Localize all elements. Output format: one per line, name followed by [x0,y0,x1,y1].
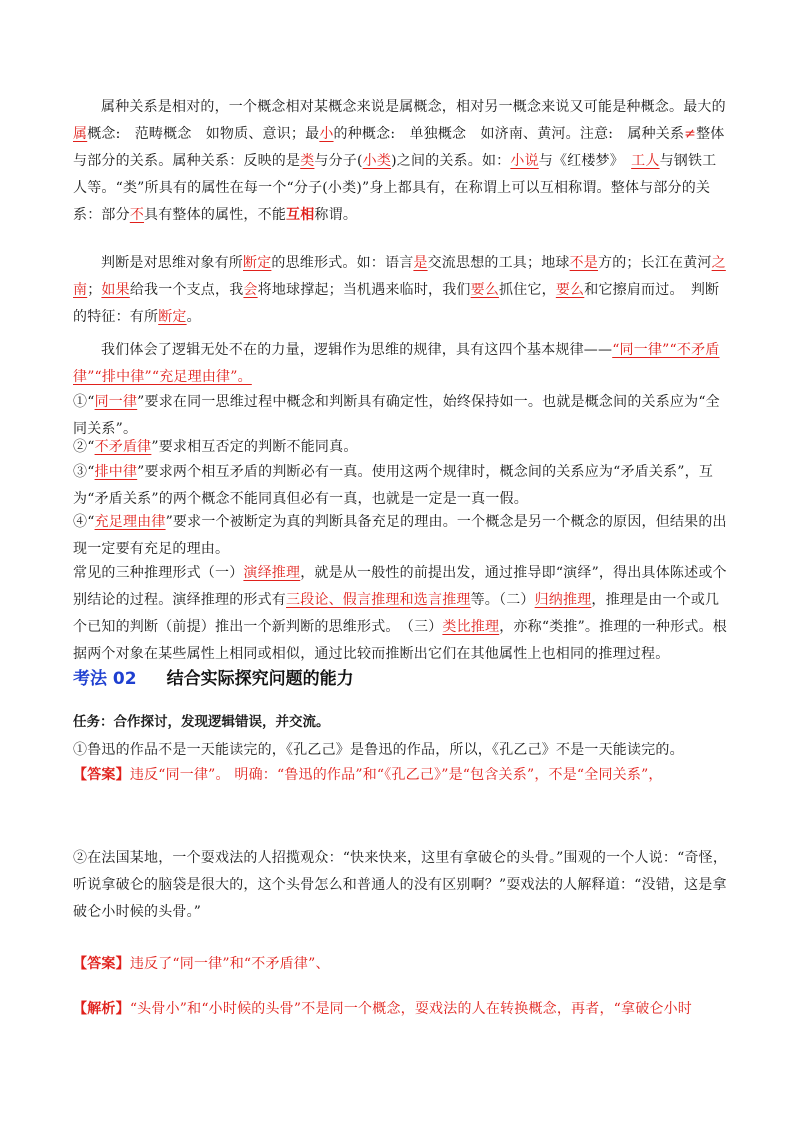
keyword: 演绎推理 [243,565,301,581]
keyword: 不是 [569,255,599,271]
keyword: 类 [300,153,315,169]
keyword: 三段论、假言推理和选言推理 [286,592,471,608]
keyword: 归纳推理 [534,592,592,608]
law-sufficient-reason: ④“充足理由律”要求一个被断定为真的判断具备充足的理由。一个概念是另一个概念的原因，但结果的出现一定要有充足的理由。 [73,514,727,557]
answer-tag: 【答案】 [73,956,130,972]
law-identity: ①“同一律”要求在同一思维过程中概念和判断具有确定性，始终保持如一。也就是概念间的关系应为“全同关系”。 [73,394,720,437]
section-number: 考法 02 [73,669,137,689]
section-heading [73,664,354,689]
answer-tag: 【答案】 [73,767,130,783]
keyword: “同一律”“不矛盾律”“排中律”“充足理由律”。 [73,342,720,385]
keyword: 排中律 [94,464,138,480]
law-excluded-middle: ③“排中律”要求两个相互矛盾的判断必有一真。使用这两个规律时，概念间的关系应为“矛盾关系”，互为“矛盾关系”的两个概念不能同真但必有一真，也就是一定是一真一假。 [73,464,714,507]
question-2: ②在法国某地，一个耍戏法的人招揽观众：“快来快来，这里有拿破仑的头骨。”围观的一个人说：“奇怪，听说拿破仑的脑袋是很大的，这个头骨怎么和普通人的没有区别啊？”耍戏法的人解释道：“没错，这是拿破仑小时候的头骨。” [73,850,728,920]
keyword: 小 [319,126,334,142]
keyword: 是 [413,255,428,271]
keyword: 会 [243,282,258,298]
keyword: 不矛盾律 [94,439,152,455]
answer-1: 【答案】违反“同一律”。 明确：“鲁迅的作品”和“《孔乙己》”是“包含关系”，不是“全同关系”， [73,767,663,783]
paragraph-four-laws: 我们体会了逻辑无处不在的力量，逻辑作为思维的规律，具有这四个基本规律——“同一律”“不矛盾律”“排中律”“充足理由律”。 [73,342,720,385]
law-non-contradiction: ②“不矛盾律”要求相互否定的判断不能同真。 [73,439,358,455]
analysis-tag: 【解析】 [73,1001,130,1017]
keyword: 小说 [510,153,539,169]
keyword: 充足理由律 [94,514,166,530]
keyword: 不 [129,207,145,223]
keyword: 断定 [158,309,187,325]
keyword: 之南 [73,255,726,298]
keyword: 工人 [631,153,660,169]
keyword: 属 [73,126,88,142]
keyword: 如果 [101,282,130,298]
keyword: 同一律 [94,394,138,410]
keyword: 断定 [243,255,272,271]
answer-2: 【答案】违反了“同一律”和“不矛盾律”、 [73,956,330,972]
section-title: 结合实际探究问题的能力 [166,669,354,689]
paragraph-judgement: 判断是对思维对象有所断定的思维形式。如：语言是交流思想的工具；地球不是方的；长江在黄河之南；如果给我一个支点，我会将地球撑起；当机遇来临时，我们要么抓住它，要么和它擦肩而过。 判断的特征：有所断定。 [73,255,726,325]
task-instruction: 任务：合作探讨，发现逻辑错误，并交流。 [73,714,330,730]
question-1: ①鲁迅的作品不是一天能读完的，《孔乙己》是鲁迅的作品，所以，《孔乙己》不是一天能读完的。 [73,742,684,758]
keyword: 互相 [286,207,315,223]
paragraph-reasoning: 常见的三种推理形式（一）演绎推理，就是从一般性的前提出发，通过推导即“演绎”，得出具体陈述或个别结论的过程。演绎推理的形式有三段论、假言推理和选言推理等。（二）归纳推理，推理是由一个或几个已知的判断（前提）推出一个新判断的思维形式。 （三）类比推理，亦称“类推”。推理的一种形式。根据两个对象在某些属性上相同或相似，通过比较而推断出它们在其他属性上也相同的推理过程。 [73,565,727,662]
keyword: 要么 [470,282,500,298]
analysis: 【解析】“头骨小”和“小时候的头骨”不是同一个概念，耍戏法的人在转换概念，再者，“拿破仑小时 [73,1001,692,1017]
keyword: 小类 [362,153,392,169]
keyword: 类比推理 [442,619,500,635]
paragraph-genus-species: 属种关系是相对的，一个概念相对某概念来说是属概念，相对另一概念来说又可能是种概念。最大的属概念: 范畴概念 如物质、意识；最小的种概念: 单独概念 如济南、黄河。注意: 属种关系≠整体与部分的关系。属种关系：反映的是类与分子(小类)之间的关系。如：小说与《红楼梦》 工人与钢铁工人等。“类”所具有的属性在每一个“分子(小类)”身上都具有，在称谓上可以互相称谓。整体与部分的关系：部分不具有整体的属性，不能互相称谓。 [73,99,726,223]
keyword: 要么 [555,282,585,298]
keyword: ≠ [684,126,697,142]
